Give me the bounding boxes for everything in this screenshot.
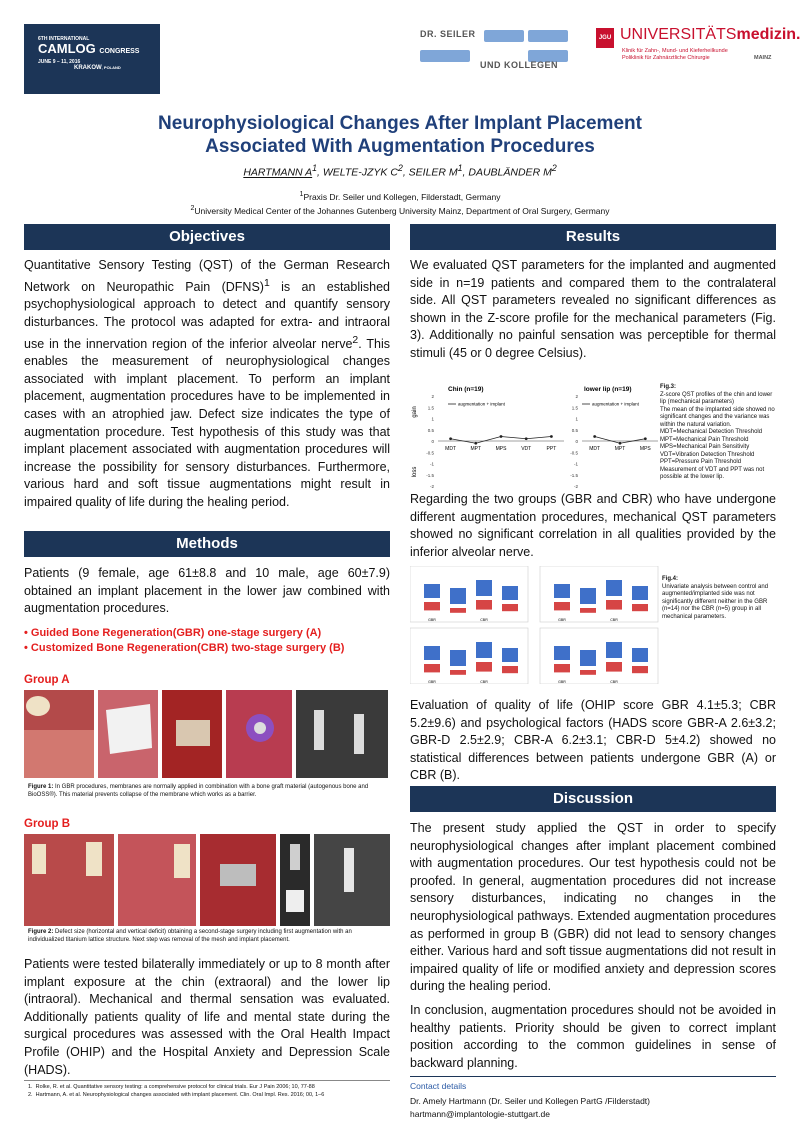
x-tick-label: PPT [546,446,557,452]
poster-title [60,112,740,158]
fig4-cap-1: Univariate analysis between control and augmented/implanted side was not significantly different neither in the GBR (n=14) nor the CBR (n=5) group in all mechanical parameters. [662,583,769,620]
chin-zscore-chart [408,382,568,492]
fig4-panel [540,628,658,684]
results-text1: We evaluated QST parameters for the implanted and augmented side in n=19 patients and compared them to the contralateral side. All QST parameters revealed no significant differences as shown in the Z-score profile for the mechanical parameters (Fig. 3). Additionally no painful sensation was perceptible for thermal stimuli (45 or 0 degree Celsius). [410,258,776,360]
title-line1: Neurophysiological Changes After Implant Placement [158,113,642,134]
fig1-label: Figure 1: [28,784,54,790]
fig3-cap-7: PPT=Pressure Pain Threshold [660,459,742,465]
uni-name-b: medizin. [736,26,800,43]
chart-title: lower lip (n=19) [584,386,632,393]
camlog-country: , POLAND [101,65,121,70]
augmented-box [554,664,570,672]
control-box [450,588,466,604]
control-box [476,580,492,596]
y-label-loss: loss [412,466,418,478]
discussion-text1: The present study applied the QST in order to specify neurophysiological changes after implant placement combined with augmentation procedures. Our test hypothesis could not be proofed. In general, augmentation procedures did not increase sensory disturbances, indicating no changes in the neurophysiological pathways. Extended augmentation procedures as performed in group B (GBR) did not lead to sensory changes either. Various hard and soft tissue augmentations did not result in impaired quality of life or modified anxiety and depression scores during the healing period. [410,821,776,994]
reference-1 [28,1084,390,1092]
y-tick-label: -0.5 [426,450,434,456]
control-box [476,642,492,658]
legend-label: augmentation + implant [458,401,505,407]
author1-sup: 1 [312,163,318,173]
uni-sub2: Poliklinik für Zahnärztliche Chirurgie [622,55,710,61]
ref2-text: Hartmann, A. et al. Neurophysiological changes associated with implant placement. Clin. Oral Impl. Res. 2016; 00, 1–6 [35,1092,325,1098]
y-tick-label: -2 [429,484,434,489]
y-tick-label: -1 [573,461,578,467]
uni-mainz: MAINZ [754,55,772,61]
photo-a1 [24,690,94,778]
author2-sup: 2 [397,163,403,173]
data-point [550,435,553,438]
y-tick-label: -1.5 [570,472,578,478]
seiler-block [528,30,568,42]
lip-zscore-chart [568,382,660,492]
x-tick-label: VDT [521,446,532,452]
photo-b1 [24,834,114,926]
augmented-box [476,662,492,672]
control-box [580,588,596,604]
group-a-photos [24,690,388,780]
methods-text2: Patients were tested bilaterally immediately or up to 8 month after implant exposure at the chin (extraoral) and the lower lip (intraoral). Mechanical and thermal sensation was evaluated. Additionally patients quality of life and mental state during the surgical procedures was assessed with the Oral Health Impact Profile (OHIP) and the Hospital Anxiety and Depression Scale (HADS). [24,957,390,1077]
fig2-label: Figure 2: [28,929,54,935]
y-tick-label: 0.5 [571,427,578,433]
methods-bullet2: • Customized Bone Regeneration(CBR) two-stage surgery (B) [24,642,345,654]
fig4-panel [410,566,528,622]
objectives-header: Objectives [24,224,390,250]
fig4-panel [540,566,658,622]
y-tick-label: 2 [431,394,434,399]
x-tick-label: MPT [614,446,626,452]
fig4-panel [410,628,528,684]
ref1-text: Rolke, R. et al. Quantitative sensory testing: a comprehensive protocol for clinical trials. Eur J Pain 2006; 10, 77-88 [35,1084,315,1090]
x-tick-label: GBR [428,680,436,684]
group-b-label: Group B [24,818,70,830]
augmented-box [450,670,466,675]
fig3-caption [660,384,776,482]
x-tick-label: CBR [480,618,488,622]
control-box [502,586,518,600]
y-tick-label: 1.5 [427,405,434,411]
affil1-text: Praxis Dr. Seiler und Kollegen, Filderstadt, Germany [303,191,501,202]
contact-line1: Dr. Amely Hartmann (Dr. Seiler und Kollegen PartG /Filderstadt) [410,1096,650,1106]
augmented-box [580,608,596,613]
augmented-box [424,664,440,672]
fig2-text: Defect size (horizontal and vertical deficit) obtaining a second-stage surgery including first augmentation with an individualized titanium lattice structure. Next step was removal of the mesh and implant placement. [28,929,352,943]
augmented-box [632,604,648,611]
uni-name [620,26,800,44]
y-tick-label: 1 [575,416,578,422]
photo-b3 [200,834,276,926]
y-label-gain: gain [412,406,418,418]
x-tick-label: MPT [470,446,482,452]
camlog-name-text: CAMLOG [38,41,96,56]
fig4-boxplots [410,566,660,684]
control-box [554,584,570,598]
control-box [424,646,440,660]
control-box [580,650,596,666]
camlog-line1: 6TH INTERNATIONAL [38,36,90,42]
augmented-box [476,600,492,610]
results-header: Results [410,224,776,250]
seiler-block [484,30,524,42]
augmented-box [450,608,466,613]
seiler-block [420,50,470,62]
y-tick-label: -0.5 [570,450,578,456]
methods-header: Methods [24,531,390,557]
control-box [632,586,648,600]
objectives-text-c: . This enables the measurement of neurophysiological changes associated with implant placement. To perform an implant placement, augmentation procedures have to be implemented in cases with an atrophied jaw. Defect size indicates the type of augmentation procedure. Test hypothesis of this study was that implant placement associated with augmentation procedures will increase the possibility for sensory disturbances. Furthermore, various hard and soft tissue augmentations might result in impaired quality of life during the healing period. [24,336,390,510]
methods-bullet1: • Guided Bone Regeneration(GBR) one-stage surgery (A) [24,627,322,639]
group-b-photos [24,834,390,926]
author1: HARTMANN A [243,166,313,179]
x-tick-label: GBR [558,680,566,684]
augmented-box [502,666,518,673]
data-point [644,437,647,440]
fig3-cap-8: Measurement of VDT and PPT was not possible at the lower lip. [660,466,765,480]
authors [60,163,740,179]
fig4-caption [662,576,776,621]
figure1-caption [28,783,388,799]
seiler-logo [420,24,570,74]
augmented-box [424,602,440,610]
contact-title: Contact details [410,1081,467,1091]
y-tick-label: 2 [575,394,578,399]
y-tick-label: 0 [431,439,434,444]
data-point [619,442,622,445]
camlog-congress-logo [24,24,160,94]
control-box [554,646,570,660]
references-rule [24,1080,390,1081]
x-tick-label: GBR [428,618,436,622]
x-tick-label: CBR [610,680,618,684]
fig3-cap-0: Fig.3: [660,384,676,390]
affil2-text: University Medical Center of the Johannes Gutenberg University Mainz, Department of Oral Surgery, Germany [194,205,610,216]
reference-2 [28,1092,390,1100]
chart-title: Chin (n=19) [448,386,484,393]
uni-name-a: UNIVERSITÄTS [620,26,737,43]
y-tick-label: -1 [429,461,434,467]
control-box [606,642,622,658]
author3: , SEILER M [402,166,458,179]
augmented-box [580,670,596,675]
seiler-top: DR. SEILER [420,29,476,39]
author4: , DAUBLÄNDER M [462,166,552,179]
data-point [500,435,503,438]
author2: , WELTE-JZYK C [317,166,398,179]
figure2-caption [28,928,388,944]
discussion-header: Discussion [410,786,776,812]
camlog-city-name: KRAKOW [74,65,102,71]
discussion-text2: In conclusion, augmentation procedures should not be avoided in healthy patients. Priority should be given to correct implant position according to the common guidelines in sense of backward planning. [410,1003,776,1070]
group-a-label: Group A [24,674,70,686]
fig1-text: In GBR procedures, membranes are normally applied in combination with a bone graft material (autogenous bone and BioOSS®). This material prevents collapse of the membrane which works as a barrier. [28,784,369,798]
data-point [525,437,528,440]
fig3-cap-4: MPT=Mechanical Pain Threshold [660,436,749,443]
author4-sup: 2 [551,163,557,173]
y-tick-label: -2 [573,484,578,489]
photo-a3 [162,690,222,778]
legend-label: augmentation + implant [592,401,639,407]
affiliations [60,189,740,217]
y-tick-label: -1.5 [426,472,434,478]
augmented-box [606,662,622,672]
x-tick-label: CBR [480,680,488,684]
x-tick-label: GBR [558,618,566,622]
objectives-sup1: 1 [263,277,270,289]
augmented-box [554,602,570,610]
y-tick-label: 1.5 [571,405,578,411]
control-box [424,584,440,598]
y-tick-label: 0 [575,439,578,444]
affil2-sup: 2 [190,203,195,212]
camlog-congress: CONGRESS [99,48,140,55]
author3-sup: 1 [457,163,463,173]
title-line2: Associated With Augmentation Procedures [205,136,595,157]
photo-a2 [98,690,158,778]
seiler-bottom: UND KOLLEGEN [480,60,558,70]
data-point [593,435,596,438]
control-box [502,648,518,662]
jgu-logo: JGU [596,28,614,48]
methods-text1: Patients (9 female, age 61±8.8 and 10 male, age 60±7.9) obtained an implant placement in the lower jaw combined with augmentation procedures. [24,566,390,616]
photo-b4-xray [280,834,310,926]
photo-a4 [226,690,292,778]
ref2-num: 2. [28,1092,33,1098]
uni-sub1: Klinik für Zahn-, Mund- und Kieferheilkunde [622,48,728,54]
fig3-cap-1: Z-score QST profiles of the chin and lower lip (mechanical parameters) [660,391,773,405]
camlog-name [38,42,154,59]
camlog-dates: JUNE 9 – 11, 2016 [38,59,81,65]
objectives-text-a: Quantitative Sensory Testing (QST) of the German Research Network on Neuropathic Pain (DFNS) [24,258,390,294]
affiliation1 [60,189,740,203]
fig3-cap-6: VDT=Vibration Detection Threshold [660,451,755,458]
chart-legend [448,402,506,407]
ref1-num: 1. [28,1084,33,1090]
x-tick-label: MDT [589,446,601,452]
camlog-city [74,65,154,71]
augmented-box [632,666,648,673]
augmented-box [606,600,622,610]
contact-email[interactable]: hartmann@implantologie-stuttgart.de [410,1109,550,1119]
fig3-cap-3: MDT=Mechanical Detection Threshold [660,429,763,435]
contact-rule [410,1076,776,1077]
data-point [474,442,477,445]
data-point [449,437,452,440]
control-box [450,650,466,666]
control-box [632,648,648,662]
chart-legend [582,402,640,407]
photo-b5-xray [314,834,390,926]
augmented-box [502,604,518,611]
y-tick-label: 0.5 [427,427,434,433]
objectives-sup2: 2 [352,334,359,346]
objectives-text-b: is an established psychophysiological approach to detect and quantify sensory disturbances. The protocol was adapted for extra- and intraoral use in the innervation region of the inferior alveolar nerve [24,279,390,351]
results-text3: Evaluation of quality of life (OHIP score GBR 4.1±5.3; CBR 5.2±9.6) and psychological factors (HADS score GBR-A 2.6±3.2; GBR-D 2.5±2.9; CBR-A 6.2±3.1; CBR-D 5±4.2) showed no statistical differences between patients undergone GBR (A) or CBR (B). [410,698,776,783]
fig3-cap-5: MPS=Mechanical Pain Sensitivity [660,444,750,450]
affil1-sup: 1 [299,190,304,198]
x-tick-label: MDT [445,446,457,452]
x-tick-label: MPS [639,446,651,452]
photo-b2 [118,834,196,926]
objectives-text [24,257,390,512]
photo-a5-xray [296,690,388,778]
fig3-cap-2: The mean of the implanted side showed no significant changes and the variance was within the natural variation. [660,406,775,428]
results-text2: Regarding the two groups (GBR and CBR) who have undergone different augmentation procedures, mechanical QST parameters showed no significant correlation in all qualities provided by the inferior alveolar nerve. [410,492,776,559]
x-tick-label: CBR [610,618,618,622]
fig4-cap-0: Fig.4: [662,576,678,582]
control-box [606,580,622,596]
affiliation2 [60,203,740,217]
y-tick-label: 1 [431,416,434,422]
x-tick-label: MPS [495,446,507,452]
